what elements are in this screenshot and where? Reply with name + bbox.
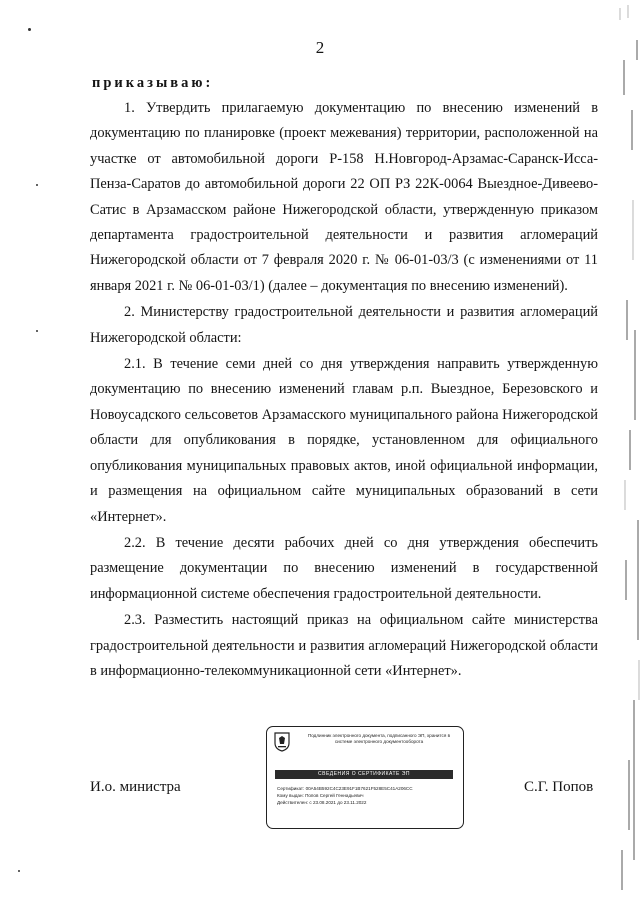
paragraph-2-3: 2.3. Разместить настоящий приказ на официальном сайте министерства градостроительной деятельности и развития агломераций Нижегородской области в информационно-телекоммуникационной сети «Интернет». <box>90 612 598 679</box>
paragraph-1: 1. Утвердить прилагаемую документацию по внесению изменений в документацию по планировке (проект межевания) территории, расположенной на участке от автомобильной дороги Р-158 Н.Новгород-Арзамас-Саранск-Исса-Пенза-Саратов до автомобильной дороги 22 ОП РЗ 22К-0064 Выездное-Дивеево-Сатис в Арзамасском районе Нижегородской области, утвержденную приказом департамента градостроительной деятельности и развития агломераций Нижегородской области от 7 февраля 2020 г. № 06-01-03/3 (с изменениями от 11 января 2021 г. № 06-01-03/1) (далее – документация по внесению изменений). <box>90 100 598 294</box>
certificate-validity: Действителен: с 23.08.2021 до 23.11.2022 <box>277 800 367 805</box>
scan-dot <box>36 184 38 186</box>
paragraph-2: 2. Министерству градостроительной деятельности и развития агломераций Нижегородской области: <box>90 304 598 346</box>
scan-dot <box>36 330 38 332</box>
signatory-name: С.Г. Попов <box>524 779 594 795</box>
scan-dot <box>18 870 20 872</box>
paragraph-2-2: 2.2. В течение десяти рабочих дней со дня утверждения обеспечить размещение документации по внесению изменений в государственной информационной системе обеспечения градостроительной деятельности. <box>90 534 598 602</box>
stamp-header: СВЕДЕНИЯ О СЕРТИФИКАТЕ ЭП <box>275 770 453 779</box>
order-heading: приказываю: <box>92 75 214 91</box>
scan-noise-graphic <box>580 0 640 905</box>
page-number: 2 <box>315 38 325 57</box>
stamp-details <box>277 785 459 806</box>
coat-of-arms-icon <box>274 732 290 752</box>
scan-dot <box>28 28 31 31</box>
paragraph-2-1: 2.1. В течение семи дней со дня утверждения направить утвержденную документацию по внесению изменений главам р.п. Выездное, Березовского и Новоусадского сельсоветов Арзамасского муниципального района Нижегородской области для опубликования в порядке, установленном для официального опубликования муниципальных правовых актов, иной официальной информации, и размещения на официальном сайте муниципальных образований в сети «Интернет». <box>90 356 598 525</box>
certificate-number: Сертификат: 00A54B592C4C23E91F1B7621F528E5C41A206CC <box>277 786 413 791</box>
order-body <box>90 96 598 685</box>
certificate-owner: Кому выдан: Попов Сергей Геннадьевич <box>277 793 364 798</box>
stamp-note: Подлинник электронного документа, подписанного ЭП, хранится в системе электронного документооборота <box>307 733 451 744</box>
electronic-signature-stamp <box>266 726 464 829</box>
signatory-title: И.о. министра <box>90 779 181 795</box>
scan-edge-artifacts <box>580 0 640 905</box>
